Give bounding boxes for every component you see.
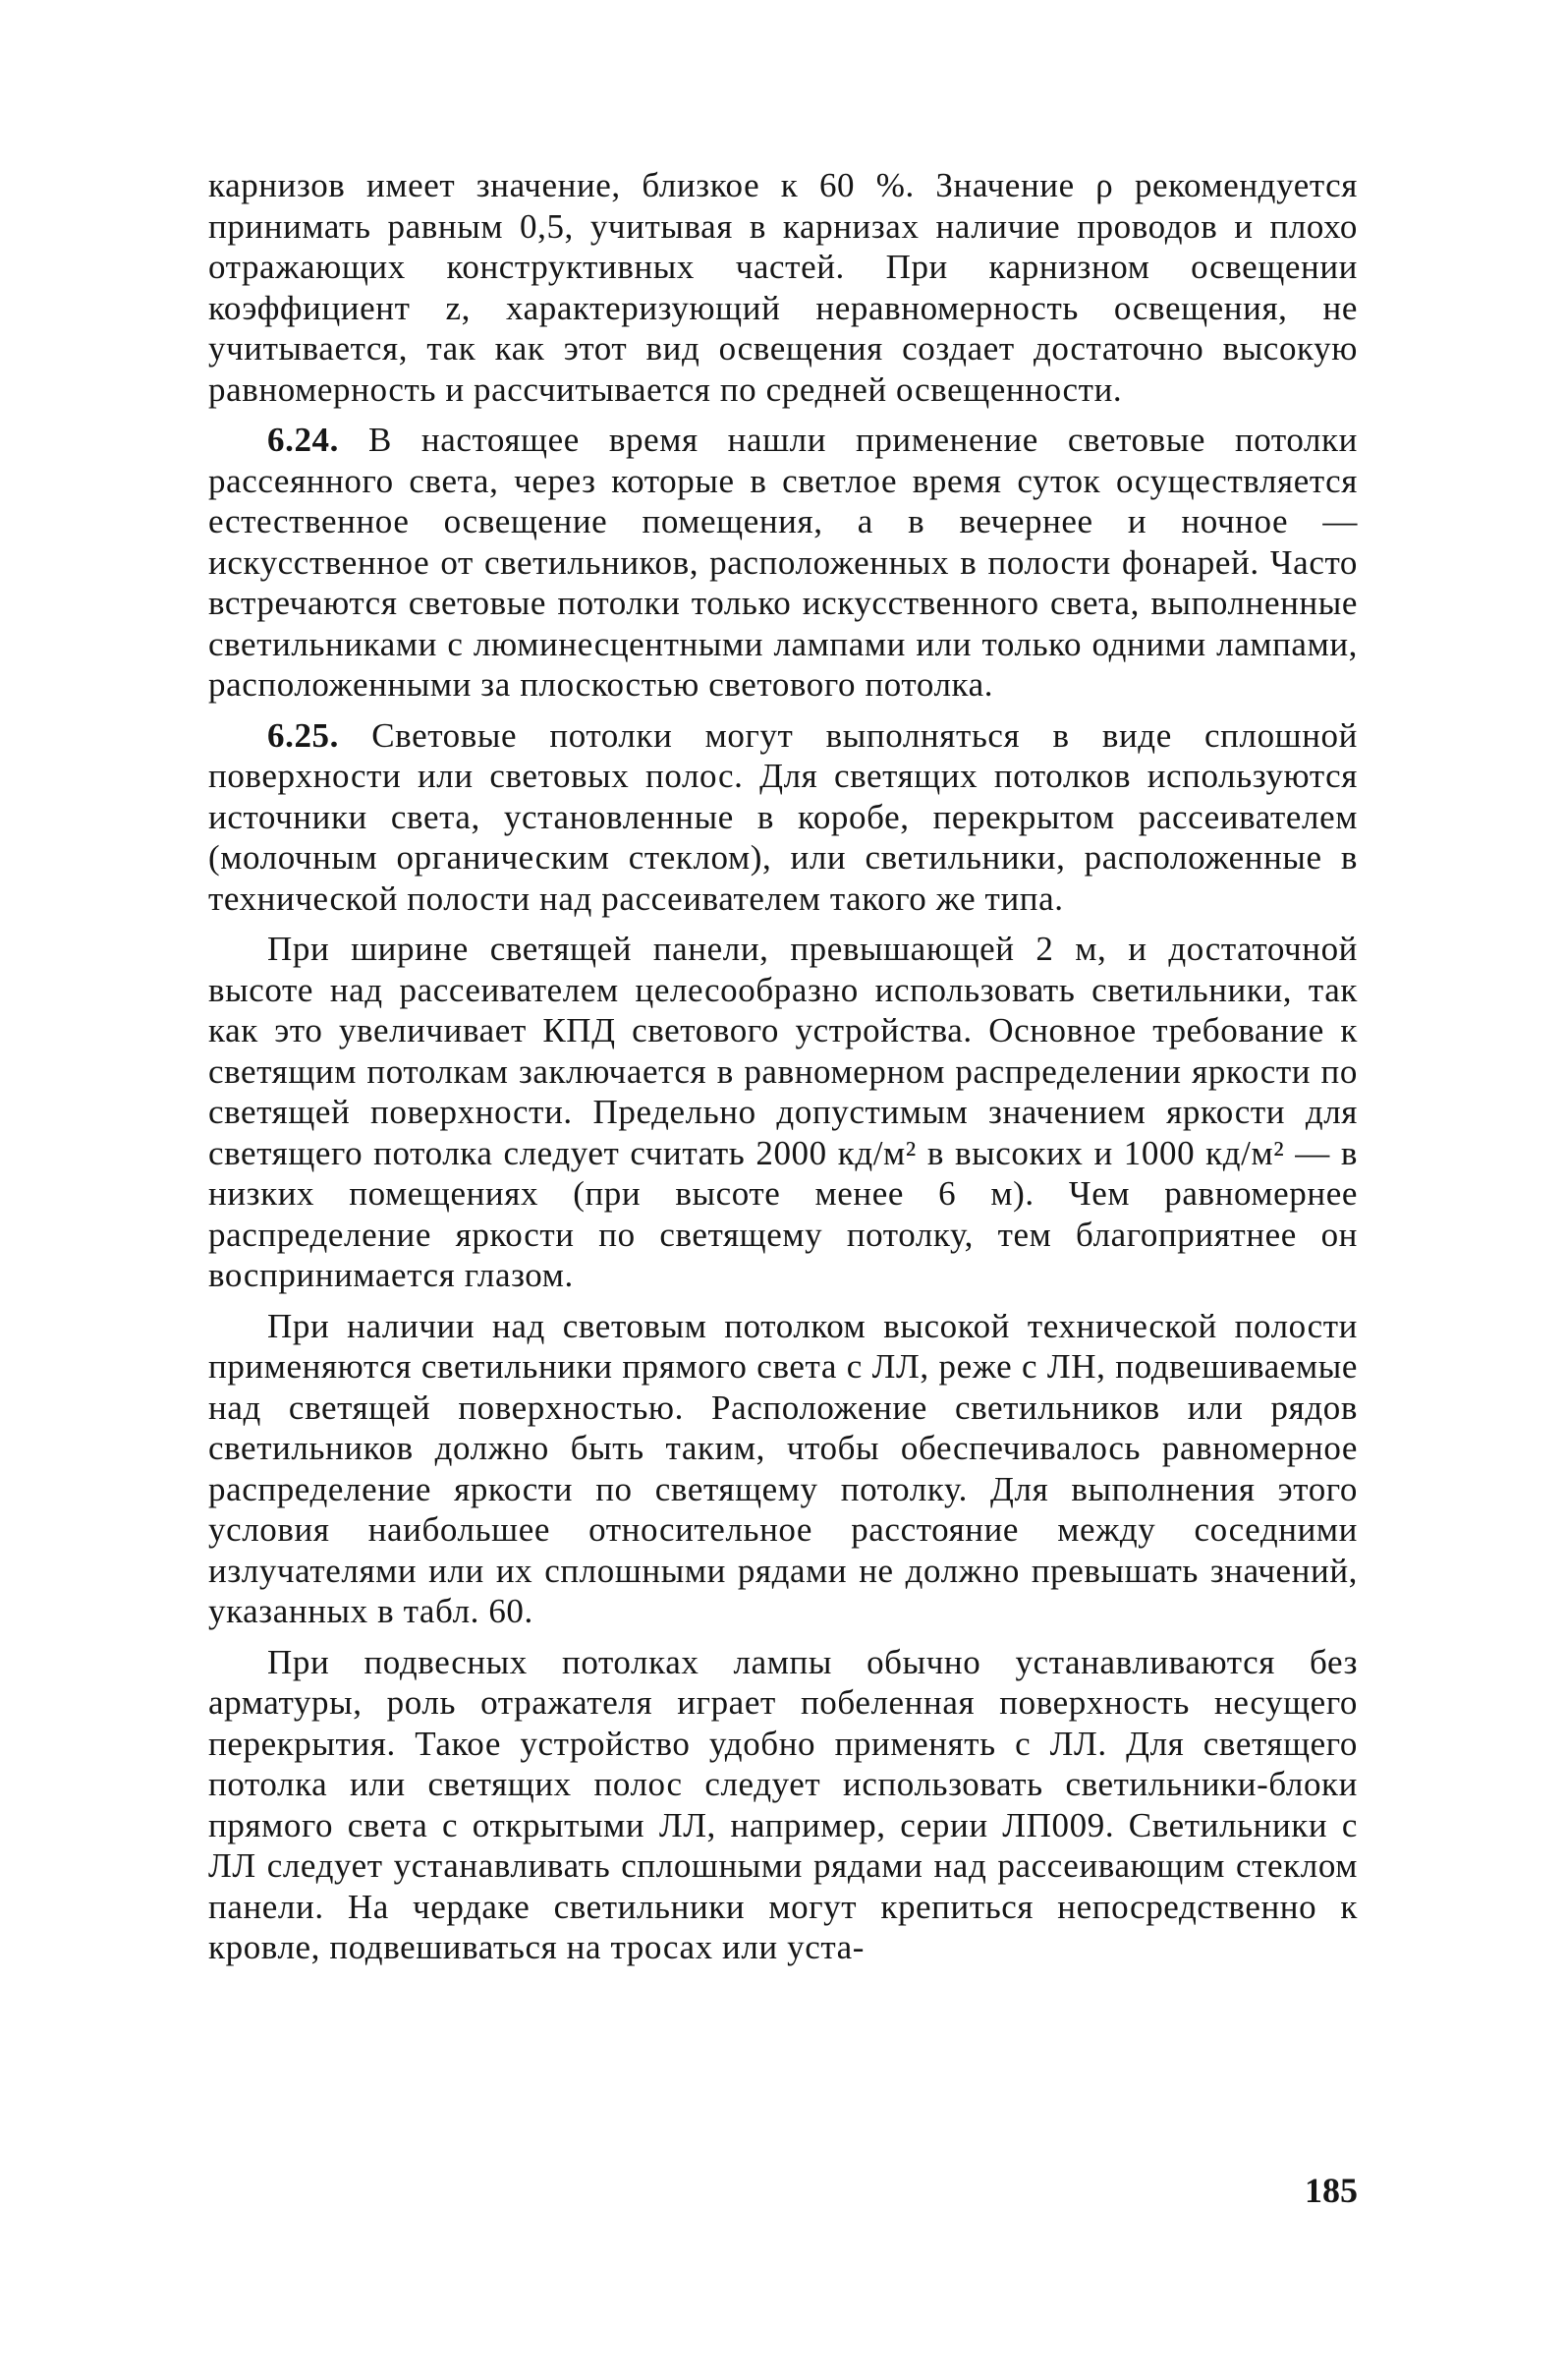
paragraph-6-25 <box>208 715 1358 920</box>
paragraph-text: Световые потолки могут выполняться в виде сплошной поверхности или световых полос. Для светящих потолков используются источники света, установленные в коробе, перекрытом рассеивателем (молочным органическим стеклом), или светильники, расположенные в технической полости над рассеивателем такого же типа. <box>208 715 1358 918</box>
paragraph-text: карнизов имеет значение, близкое к 60 %. Значение ρ рекомендуется принимать равным 0,5, учитывая в карнизах наличие проводов и плохо отражающих конструктивных частей. При карнизном освещении коэффициент z, характеризующий неравномерность освещения, не учитывается, так как этот вид освещения создает достаточно высокую равномерность и рассчитывается по средней освещенности. <box>208 166 1358 409</box>
section-number: 6.25. <box>267 715 339 755</box>
paragraph-continuation <box>208 165 1358 410</box>
page-number: 185 <box>1305 2171 1358 2210</box>
paragraph-text: При наличии над световым потолком высокой технической полости применяются светильники прямого света с ЛЛ, реже с ЛН, подвешиваемые над светящей поверхностью. Расположение светильников или рядов светильников должно быть таким, чтобы обеспечивалось равномерное распределение яркости по светящему потолку. Для выполнения этого условия наибольшее относительное расстояние между соседними излучателями или их сплошными рядами не должно превышать значений, указанных в табл. 60. <box>208 1306 1358 1630</box>
paragraph-suspended-ceilings <box>208 1642 1358 1968</box>
body-text <box>208 165 1358 1978</box>
paragraph-text: При ширине светящей панели, превышающей 2 м, и достаточной высоте над рассеивателем целесообразно использовать светильники, так как это увеличивает КПД светового устройства. Основное требование к светящим потолкам заключается в равномерном распределении яркости по светящей поверхности. Предельно допустимым значением яркости для светящего потолка следует считать 2000 кд/м² в высоких и 1000 кд/м² — в низких помещениях (при высоте менее 6 м). Чем равномернее распределение яркости по светящему потолку, тем благоприятнее он воспринимается глазом. <box>208 930 1358 1294</box>
section-number: 6.24. <box>267 421 339 459</box>
paragraph-text: В настоящее время нашли применение световые потолки рассеянного света, через которые в светлое время суток осуществляется естественное освещение помещения, а в вечернее и ночное — искусственное от светильников, расположенных в полости фонарей. Часто встречаются световые потолки только искусственного света, выполненные светильниками с люминесцентными лампами или только одними лампами, расположенными за плоскостью светового потолка. <box>208 421 1358 704</box>
paragraph-panel-width <box>208 929 1358 1296</box>
paragraph-technical-cavity <box>208 1306 1358 1632</box>
paragraph-6-24 <box>208 420 1358 706</box>
paragraph-text: При подвесных потолках лампы обычно устанавливаются без арматуры, роль отражателя играет побеленная поверхность несущего перекрытия. Такое устройство удобно применять с ЛЛ. Для светящего потолка или светящих полос следует использовать светильники-блоки прямого света с открытыми ЛЛ, например, серии ЛП009. Светильники с ЛЛ следует устанавливать сплошными рядами над рассеивающим стеклом панели. На чердаке светильники могут крепиться непосредственно к кровле, подвешиваться на тросах или уста- <box>208 1642 1358 1966</box>
